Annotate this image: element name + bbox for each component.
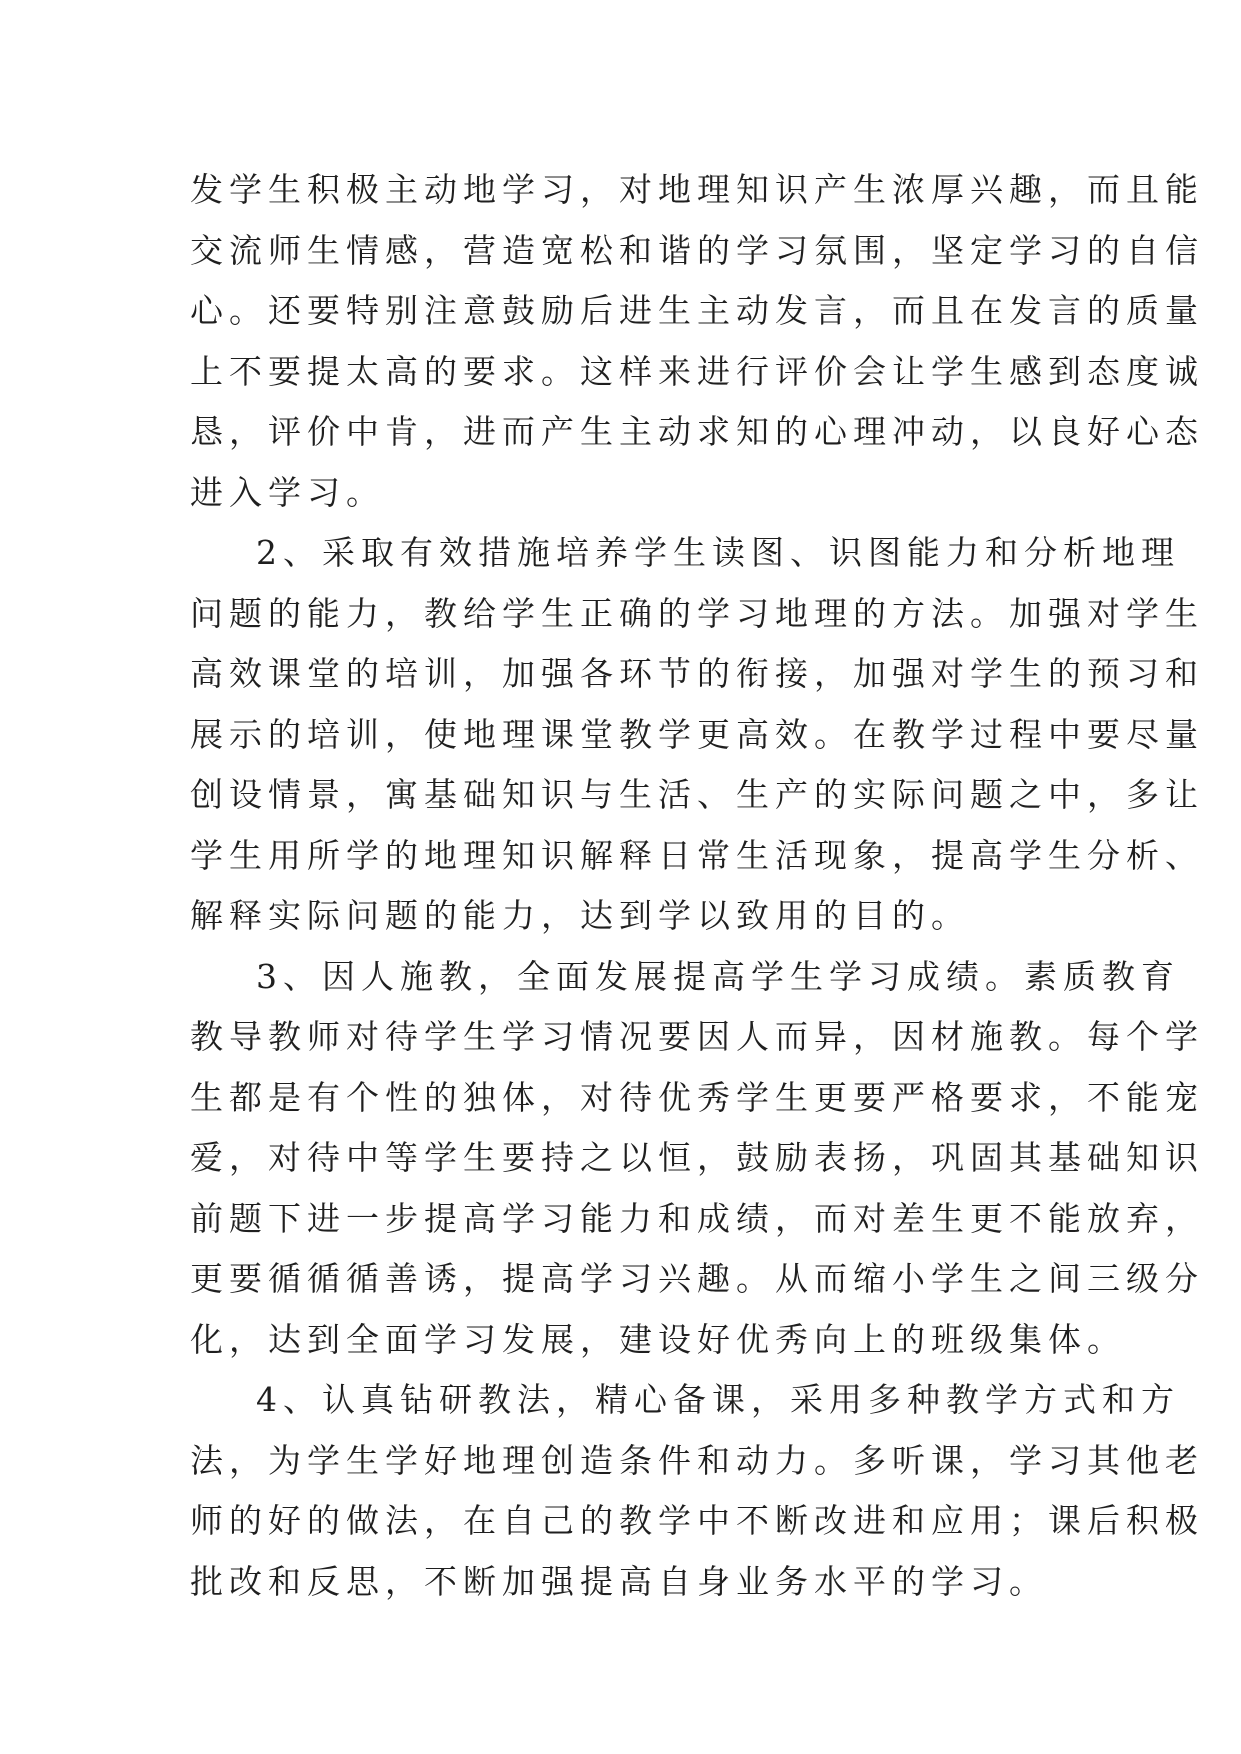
text-line: 学生用所学的地理知识解释日常生活现象，提高学生分析、: [190, 835, 1204, 875]
paragraph-start-line: 3、因人施教，全面发展提高学生学习成绩。素质教育: [256, 956, 1180, 996]
text-line: 教导教师对待学生学习情况要因人而异，因材施教。每个学: [190, 1017, 1204, 1056]
text-line: 化，达到全面学习发展，建设好优秀向上的班级集体。: [190, 1319, 1126, 1359]
text-line: 高效课堂的培训，加强各环节的衔接，加强对学生的预习和: [190, 654, 1204, 693]
text-line: 问题的能力，教给学生正确的学习地理的方法。加强对学生: [190, 593, 1204, 633]
text-line: 进入学习。: [190, 472, 385, 512]
text-line: 创设情景，寓基础知识与生活、生产的实际问题之中，多让: [190, 775, 1204, 814]
text-line: 批改和反思，不断加强提高自身业务水平的学习。: [190, 1561, 1048, 1601]
text-line: 爱，对待中等学生要持之以恒，鼓励表扬，巩固其基础知识: [190, 1138, 1204, 1177]
text-line: 发学生积极主动地学习，对地理知识产生浓厚兴趣，而且能: [190, 170, 1204, 209]
text-line: 心。还要特别注意鼓励后进生主动发言，而且在发言的质量: [190, 291, 1204, 330]
text-line: 恳，评价中肯，进而产生主动求知的心理冲动，以良好心态: [190, 412, 1204, 451]
text-line: 师的好的做法，在自己的教学中不断改进和应用；课后积极: [190, 1501, 1204, 1540]
text-line: 生都是有个性的独体，对待优秀学生更要严格要求，不能宠: [190, 1077, 1204, 1117]
text-line: 解释实际问题的能力，达到学以致用的目的。: [190, 896, 970, 935]
text-line: 前题下进一步提高学习能力和成绩，而对差生更不能放弃，: [190, 1198, 1204, 1238]
paragraph-start-line: 4、认真钻研教法，精心备课，采用多种教学方式和方: [256, 1380, 1180, 1419]
text-line: 展示的培训，使地理课堂教学更高效。在教学过程中要尽量: [190, 714, 1204, 754]
document-body: [190, 160, 1204, 1612]
text-line: 更要循循循善诱，提高学习兴趣。从而缩小学生之间三级分: [190, 1259, 1204, 1298]
text-line: 上不要提太高的要求。这样来进行评价会让学生感到态度诚: [190, 351, 1204, 391]
paragraph-start-line: 2、采取有效措施培养学生读图、识图能力和分析地理: [256, 533, 1180, 572]
text-line: 交流师生情感，营造宽松和谐的学习氛围，坚定学习的自信: [190, 230, 1204, 270]
text-line: 法，为学生学好地理创造条件和动力。多听课，学习其他老: [190, 1440, 1204, 1480]
